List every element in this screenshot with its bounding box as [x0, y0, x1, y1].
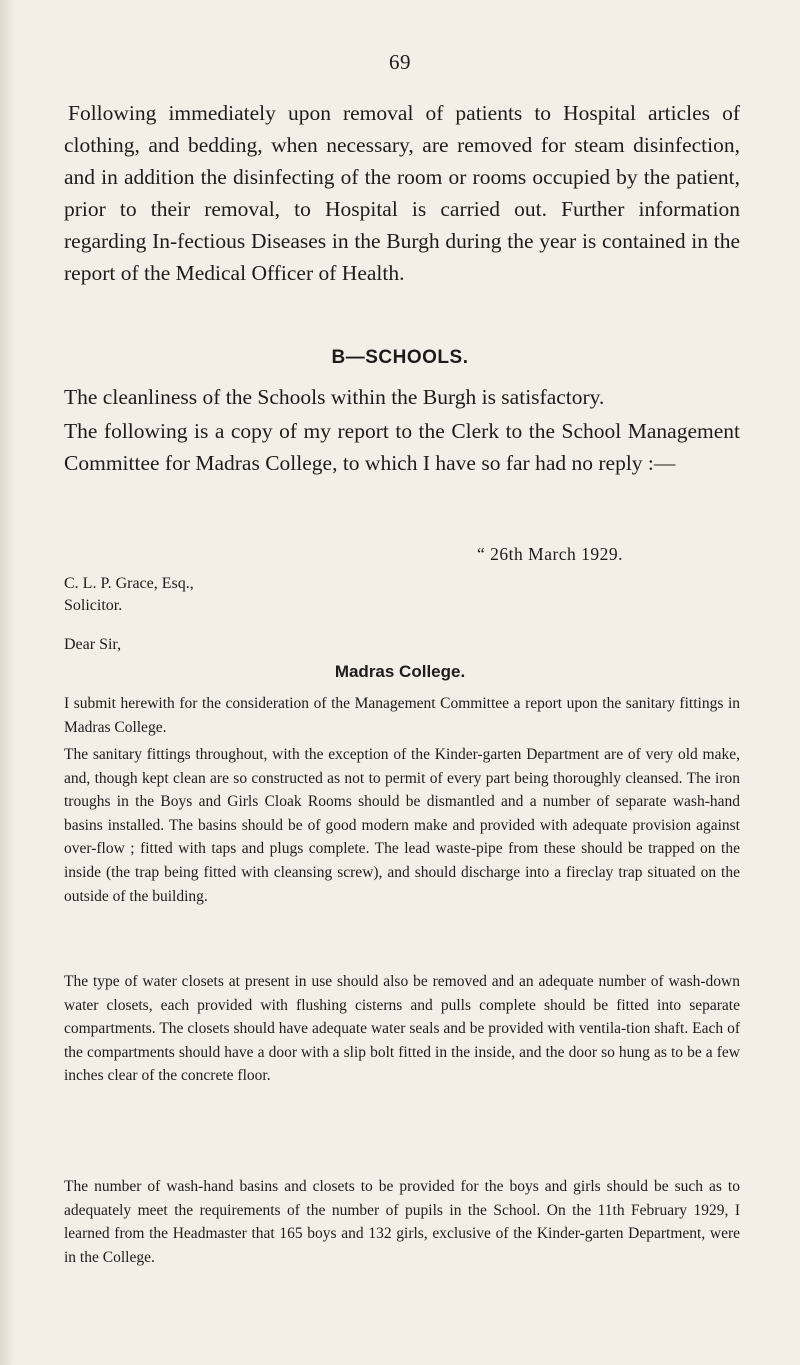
addressee-title: Solicitor. [64, 597, 123, 614]
cleanliness-paragraph: The cleanliness of the Schools within the Burgh is satisfactory. [64, 385, 605, 409]
addressee-name: C. L. P. Grace, Esq., [64, 575, 194, 592]
letter-paragraph: The sanitary fittings throughout, with the exception of the Kinder-garten Department are of very old make, and, though kept clean are so constructed as not to permit of every part being thoroughly cleansed. The iron troughs in the Boys and Girls Cloak Rooms should be dismantled and a number of separate wash-hand basins installed. The basins should be of good modern make and provided with adequate provision against over-flow ; fitted with taps and plugs complete. The lead waste-pipe from these should be trapped on the inside (the trap being fitted with cleansing screw), and should discharge into a fireclay trap situated on the outside of the building. [64, 746, 740, 905]
letter-salutation: Dear Sir, [64, 636, 122, 653]
page-number: 69 [389, 50, 411, 74]
letter-addressee [64, 573, 194, 617]
section-heading: B—SCHOOLS. [331, 347, 469, 368]
intro-paragraph: Following immediately upon removal of patients to Hospital articles of clothing, and bedding, when necessary, are removed for steam disinfection, and in addition the disinfecting of the room or rooms occupied by the patient, prior to their removal, to Hospital is carried out. Further information regarding In-fectious Diseases in the Burgh during the year is contained in the report of the Medical Officer of Health. [64, 101, 740, 285]
letter-subject: Madras College. [334, 662, 466, 681]
letter-date: “ 26th March 1929. [477, 544, 624, 564]
page-edge-shadow [0, 0, 14, 1365]
letter-paragraph: The type of water closets at present in use should also be removed and an adequate number of wash-down water closets, each provided with flushing cisterns and pulls complete should be fitted into separate compartments. The closets should have adequate water seals and be provided with ventila-tion shaft. Each of the compartments should have a door with a slip bolt fitted in the inside, and the door so hung as to be a few inches clear of the concrete floor. [64, 973, 740, 1085]
letter-paragraph: I submit herewith for the consideration of the Management Committee a report upon the sanitary fittings in Madras College. [64, 695, 740, 736]
letter-paragraph: The number of wash-hand basins and closets to be provided for the boys and girls should be such as to adequately meet the requirements of the number of pupils in the School. On the 11th February 1929, I learned from the Headmaster that 165 boys and 132 girls, exclusive of the Kinder-garten Department, were in the College. [64, 1178, 740, 1266]
copy-intro-paragraph: The following is a copy of my report to the Clerk to the School Management Committee for Madras College, to which I have so far had no reply :— [64, 419, 740, 475]
